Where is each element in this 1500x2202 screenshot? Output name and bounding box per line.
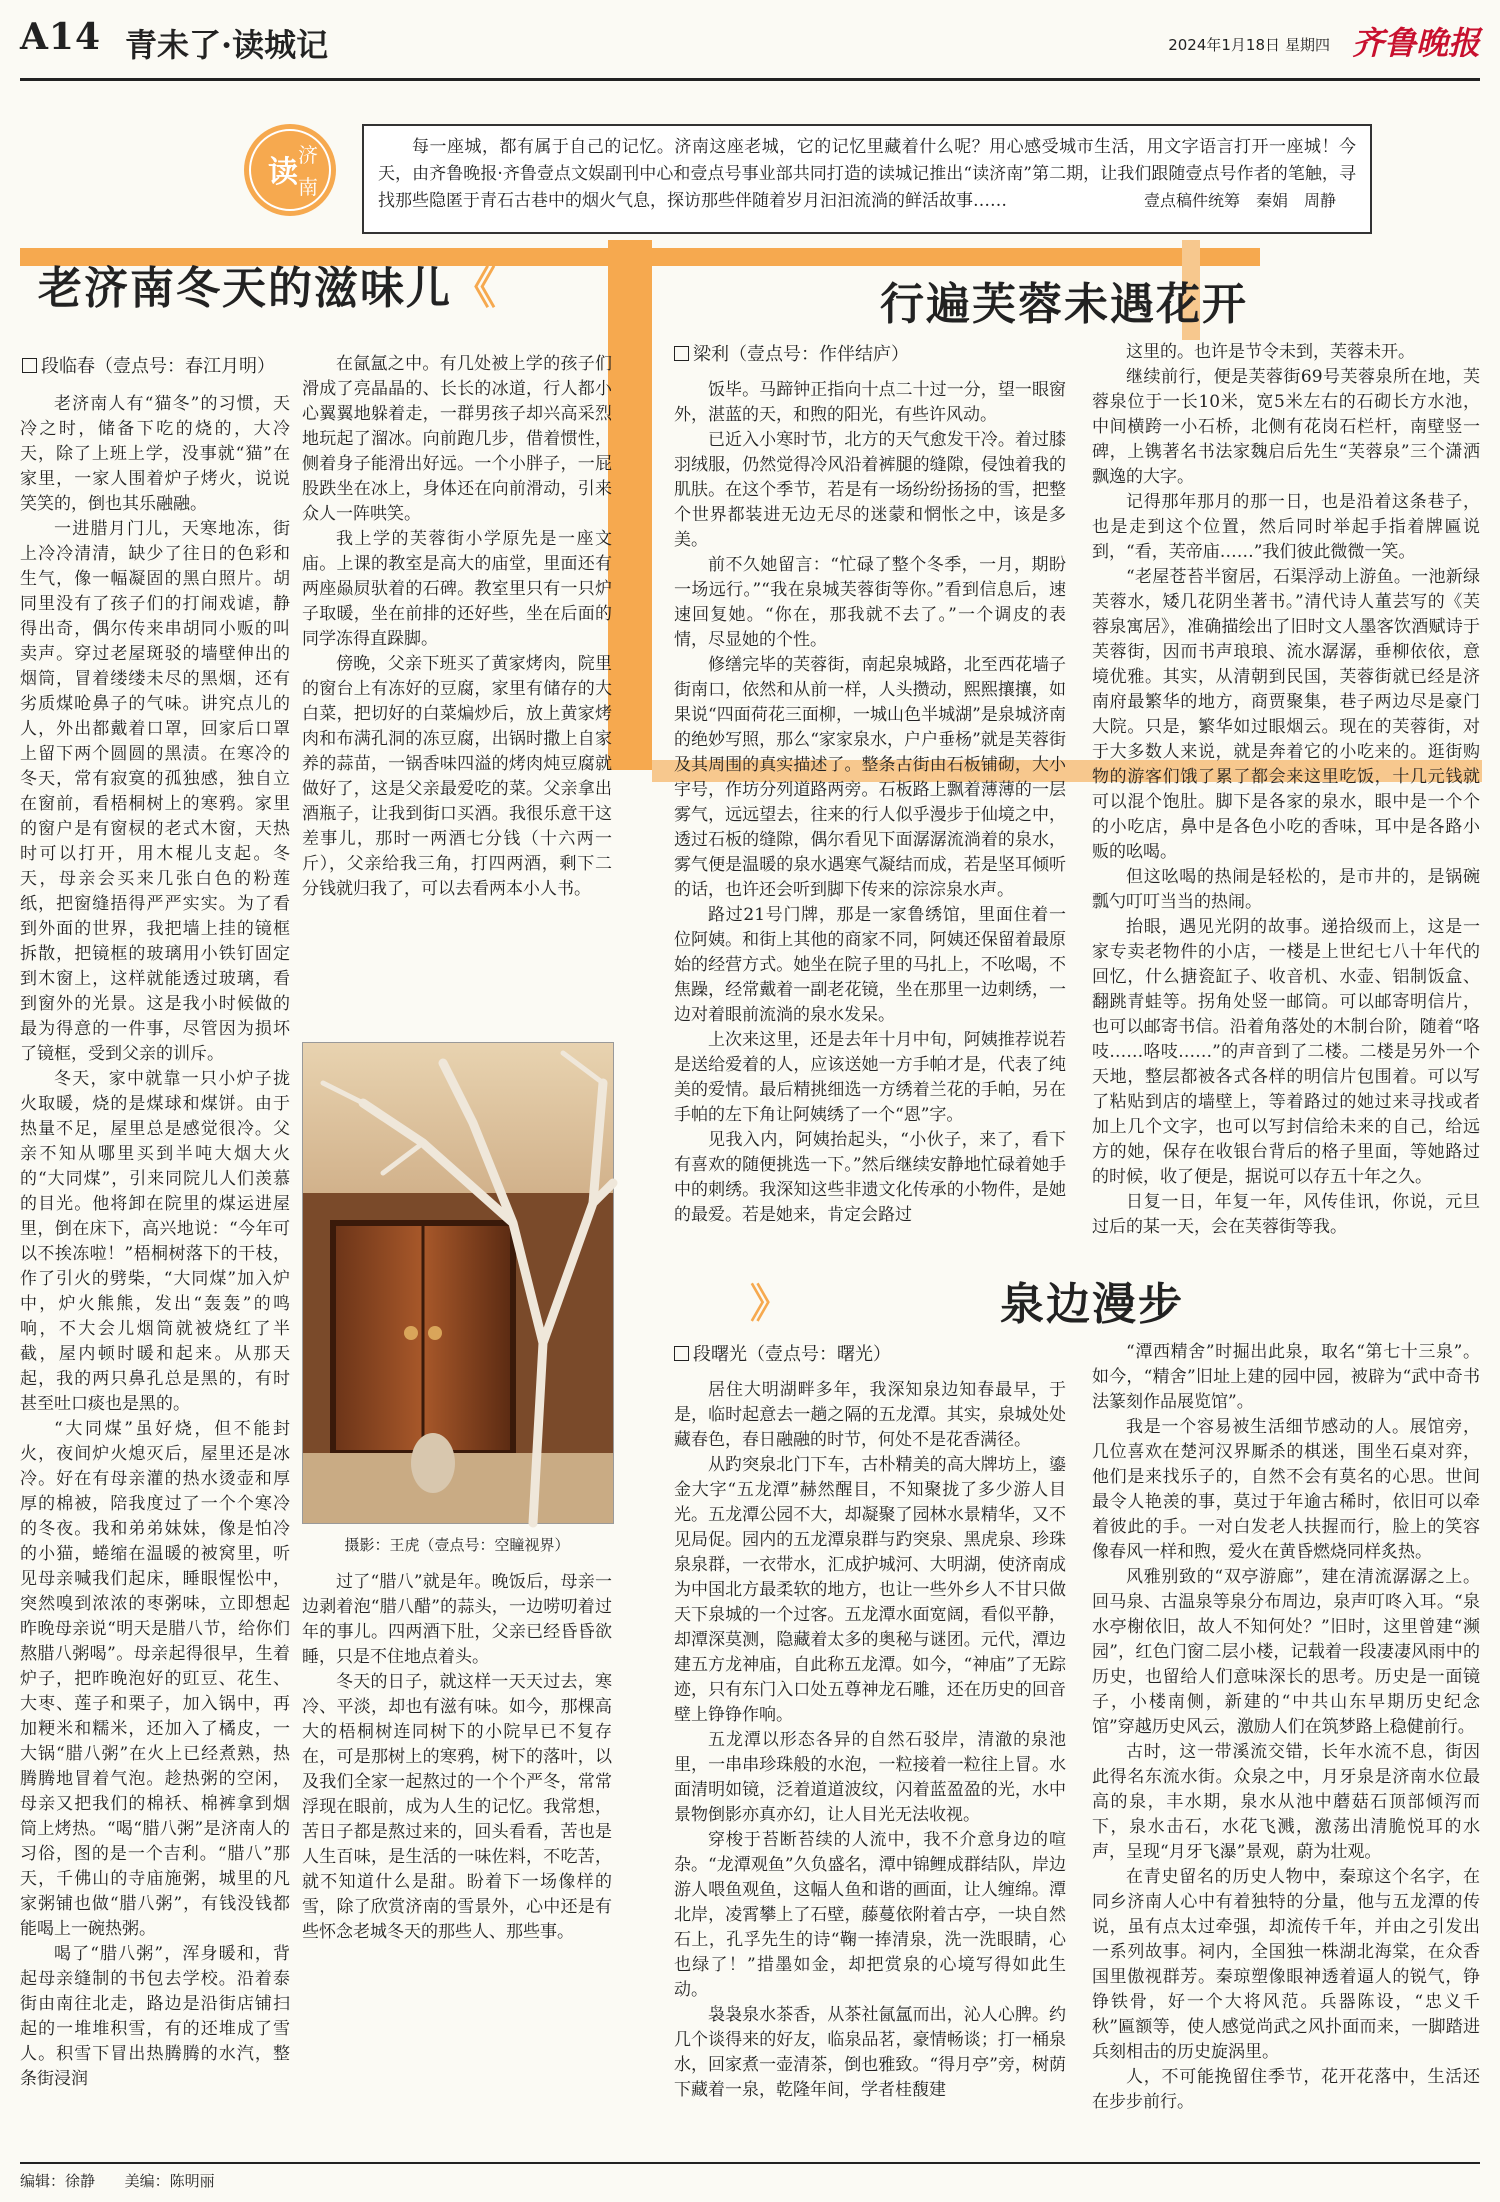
photo-image <box>303 1043 613 1523</box>
paragraph: 五龙潭以形态各异的自然石驳岸，清澈的泉池里，一串串珍珠般的水泡，一粒接着一粒往上冒。水面清明如镜，泛着道道波纹，闪着蓝盈盈的光，水中景物倒影亦真亦幻，让人目光无法收视。 <box>674 1730 1066 1825</box>
article2-byline <box>674 340 909 366</box>
paragraph: 饭毕。马蹄钟正指向十点二十过一分，望一眼窗外，湛蓝的天，和煦的阳光，有些许风动。 <box>674 380 1066 425</box>
paragraph: 古时，这一带溪流交错，长年水流不息，街因此得名东流水街。众泉之中，月牙泉是济南水位最高的泉，丰水期，泉水从池中蘑菇石顶部倾泻而下，泉水击石，水花飞溅，激荡出清脆悦耳的水声，呈现“月牙飞瀑”景观，蔚为壮观。 <box>1092 1742 1480 1862</box>
paragraph: “潭西精舍”时掘出此泉，取名“第七十三泉”。如今，“精舍”旧址上建的园中园，被辟为“武中奇书法篆刻作品展览馆”。 <box>1092 1342 1480 1412</box>
title-arrow-icon: 《 <box>452 263 498 314</box>
paragraph: 路过21号门牌，那是一家鲁绣馆，里面住着一位阿姨。和街上其他的商家不同，阿姨还保留着最原始的经营方式。她坐在院子里的马扎上，不吆喝，不焦躁，经常戴着一副老花镜，坐在那里一边刺绣，一边对着眼前流淌的泉水发呆。 <box>674 905 1066 1025</box>
paragraph: 修缮完毕的芙蓉街，南起泉城路，北至西花墙子街南口，依然和从前一样，人头攒动，熙熙攘攘，如果说“四面荷花三面柳，一城山色半城湖”是泉城济南的绝妙写照，那么“家家泉水，户户垂杨”就是芙蓉街及其周围的真实描述了。整条古街由石板铺砌，大小宇号，作坊分列道路两旁。石板路上飘着薄薄的一层雾气，远远望去，往来的行人似乎漫步于仙境之中，透过石板的缝隙，偶尔看见下面潺潺流淌着的泉水，雾气便是温暖的泉水遇寒气凝结而成，若是坚耳倾听的话，也许还会听到脚下传来的淙淙泉水声。 <box>674 655 1066 900</box>
issue-date: 2024年1月18日 <box>1168 36 1280 54</box>
decor-vertical-bar <box>608 240 652 770</box>
article3-title: 泉边漫步 <box>1000 1279 1184 1330</box>
paragraph: 风雅别致的“双亭游廊”，建在清流潺潺之上。回马泉、古温泉等泉分布周边，泉声叮咚入耳。“泉水亭榭依旧，故人不知何处？”旧时，这里曾建“濒园”，红色门窗二层小楼，记载着一段凄凄风雨中的历史，也留给人们意味深长的思考。历史是一面镜子，小楼南侧，新建的“中共山东早期历史纪念馆”穿越历史风云，激励人们在筑梦路上稳健前行。 <box>1092 1567 1480 1737</box>
photo-old-door-tree <box>302 1042 614 1524</box>
paragraph: 我是一个容易被生活细节感动的人。展馆旁，几位喜欢在楚河汉界厮杀的棋迷，围坐石桌对弈，他们是来找乐子的，自然不会有莫名的心思。世间最令人艳羡的事，莫过于年逾古稀时，依旧可以牵着彼此的手。一对白发老人扶握而行，脸上的笑容像春风一样和煦，爱火在黄昏燃烧同样炙热。 <box>1092 1417 1480 1562</box>
masthead <box>20 16 1480 81</box>
paragraph: 穿梭于苔断苔续的人流中，我不介意身边的喧杂。“龙潭观鱼”久负盛名，潭中锦鲤成群结队，岸边游人喂鱼观鱼，这幅人鱼和谐的画面，让人缠绵。潭北岸，凌霄攀上了石壁，藤蔓依附着古亭，一块自然石上，孔孚先生的诗“鞠一捧清泉，洗一洗眼睛，心也绿了！”措墨如金，却把赏泉的心境写得如此生动。 <box>674 1830 1066 2000</box>
paragraph: 一进腊月门儿，天寒地冻，街上冷冷清清，缺少了往日的色彩和生气，像一幅凝固的黑白照片。胡同里没有了孩子们的打闹戏谑，静得出奇，偶尔传来串胡同小贩的叫卖声。穿过老屋斑驳的墙壁伸出的烟筒，冒着缕缕未尽的黑烟，还有劣质煤呛鼻子的气味。讲究点儿的人，外出都戴着口罩，回家后口罩上留下两个圆圆的黑渍。在寒冷的冬天，常有寂寞的孤独感，独自立在窗前，看梧桐树上的寒鸦。家里的窗户是有窗棂的老式木窗，天热时可以打开，用木棍儿支起。冬天，母亲会买来几张白色的粉莲纸，把窗缝捂得严严实实。为了看到外面的世界，我把墙上挂的镜框拆散，把镜框的玻璃用小铁钉固定到木窗上，这样就能透过玻璃，看到窗外的光景。这是我小时候做的最为得意的一件事，尽管因为损坏了镜框，受到父亲的训斥。 <box>20 519 290 1064</box>
paragraph: 袅袅泉水茶香，从茶社氤氲而出，沁人心脾。约几个谈得来的好友，临泉品茗，豪情畅谈；打一桶泉水，回家煮一壶清茶，倒也雅致。“得月亭”旁，树荫下藏着一泉，乾隆年间，学者桂馥建 <box>674 2005 1066 2100</box>
paragraph: 见我入内，阿姨抬起头，“小伙子，来了，看下有喜欢的随便挑选一下。”然后继续安静地忙碌着她手中的刺绣。我深知这些非遗文化传承的小物件，是她的最爱。若是她来，肯定会路过 <box>674 1130 1066 1225</box>
paragraph: 继续前行，便是芙蓉街69号芙蓉泉所在地，芙蓉泉位于一长10米，宽5米左右的石砌长方水池，中间横跨一小石桥，北侧有花岗石栏杆，南壁竖一碑，上镌著名书法家魏启后先生“芙蓉泉”三个潇洒飘逸的大字。 <box>1092 367 1480 487</box>
paragraph: 这里的。也许是节令未到，芙蓉未开。 <box>1126 342 1415 362</box>
byline-box-icon <box>674 346 689 361</box>
paragraph: 已近入小寒时节，北方的天气愈发干冷。着过膝羽绒服，仍然觉得冷风沿着裤腿的缝隙，侵蚀着我的肌肤。在这个季节，若是有一场纷纷扬扬的雪，把整个世界都装进无边无尽的迷蒙和惘怅之中，该是多美。 <box>674 430 1066 550</box>
byline-box-icon <box>22 358 37 373</box>
article3-byline-text: 段曙光（壹点号：曙光） <box>693 1344 891 1365</box>
paragraph: “大同煤”虽好烧，但不能封火，夜间炉火熄灭后，屋里还是冰冷。好在有母亲灌的热水烫壶和厚厚的棉被，陪我度过了一个个寒冷的冬夜。我和弟弟妹妹，像是怕冷的小猫，蜷缩在温暖的被窝里，听见母亲喊我们起床，睡眼惺忪中，突然嗅到浓浓的枣粥味，立即想起昨晚母亲说“明天是腊八节，给你们熬腊八粥喝”。母亲起得很早，生着炉子，把昨晚泡好的豇豆、花生、大枣、莲子和栗子，加入锅中，再加粳米和糯米，还加入了橘皮，一大锅“腊八粥”在火上已经煮熟，热腾腾地冒着气泡。趁热粥的空闲，母亲又把我们的棉袄、棉裤拿到烟筒上烤热。“喝“腊八粥”是济南人的习俗，图的是一个吉利。“腊八”那天，千佛山的寺庙施粥，城里的凡家粥铺也做“腊八粥”，有钱没钱都能喝上一碗热粥。 <box>20 1419 290 1939</box>
article2-byline-text: 梁利（壹点号：作伴结庐） <box>693 344 909 365</box>
section-title: 青未了·读城记 <box>125 26 329 64</box>
paragraph: 上次来这里，还是去年十月中旬，阿姨推荐说若是送给爱着的人，应该送她一方手帕才是，代表了纯美的爱情。最后精挑细选一方绣着兰花的手帕，另在手帕的左下角让阿姨绣了一个“恩”字。 <box>674 1030 1066 1125</box>
paragraph: 老济南人有“猫冬”的习惯，天冷之时，储备下吃的烧的，大冷天，除了上班上学，没事就“猫”在家里，一家人围着炉子烤火，说说笑笑的，倒也其乐融融。 <box>20 394 290 514</box>
article3-arrow-icon: 》 <box>750 1280 790 1327</box>
paragraph: 冬天的日子，就这样一天天过去，寒冷、平淡，却也有滋有味。如今，那棵高大的梧桐树连同树下的小院早已不复存在，可是那树上的寒鸦，树下的落叶，以及我们全家一起熬过的一个个严冬，常常浮现在眼前，成为人生的记忆。我常想，苦日子都是熬过来的，回头看看，苦也是人生百味，是生活的一味佐料，不吃苦，就不知道什么是甜。盼着下一场像样的雪，除了欣赏济南的雪景外，心中还是有些怀念老城冬天的那些人、那些事。 <box>302 1672 612 1942</box>
paragraph: 日复一日，年复一年，风传佳讯，你说，元旦过后的某一天，会在芙蓉街等我。 <box>1092 1192 1480 1237</box>
paragraph: “老屋苍苔半窗居，石渠浮动上游鱼。一池新绿芙蓉水，矮几花阴坐著书。”清代诗人董芸写的《芙蓉泉寓居》，准确描绘出了旧时文人墨客饮酒赋诗于芙蓉街，因而书声琅琅、流水潺潺，垂柳依依，意境优雅。其实，从清朝到民国，芙蓉街就已经是济南府最繁华的地方，商贾聚集，巷子两边尽是豪门大院。只是，繁华如过眼烟云。现在的芙蓉街，对于大多数人来说，就是奔着它的小吃来的。逛街购物的游客们饿了累了都会来这里吃饭，十几元钱就可以混个饱肚。脚下是各家的泉水，眼中是一个个的小吃店，鼻中是各色小吃的香味，耳中是各路小贩的吆喝。 <box>1092 567 1480 862</box>
article2-column-2 <box>1092 340 1480 1237</box>
page-number: A14 <box>20 16 102 58</box>
paragraph: 冬天，家中就靠一只小炉子拢火取暖，烧的是煤球和煤饼。由于热量不足，屋里总是感觉很冷。父亲不知从哪里买到半吨大烟大火的“大同煤”，引来同院儿人们羡慕的目光。他将卸在院里的煤运进屋里，倒在床下，高兴地说：“今年可以不挨冻啦！”梧桐树落下的干枝，作了引火的劈柴，“大同煤”加入炉中，炉火熊熊，发出“轰轰”的鸣响，不大会儿烟筒就被烧红了半截，屋内顿时暖和起来。从那天起，我的两只鼻孔总是黑的，有时甚至吐口痰也是黑的。 <box>20 1069 290 1414</box>
paragraph: 抬眼，遇见光阴的故事。递拾级而上，这是一家专卖老物件的小店，一楼是上世纪七八十年代的回忆，什么搪瓷缸子、收音机、水壶、铝制饭盒、翻跳青蛙等。拐角处竖一邮筒。可以邮寄明信片，也可以邮寄书信。沿着角落处的木制台阶，随着“咯吱……咯吱……”的声音到了二楼。二楼是另外一个天地，整层都被各式各样的明信片包围着。可以写了粘贴到店的墙壁上，等着路过的她过来寻找或者加上几个文字，也可以写封信给未来的自己，给远方的她，保存在收银台背后的格子里面，等她路过的时候，收了便是，据说可以存五十年之久。 <box>1092 917 1480 1187</box>
footer-editor: 编辑：徐静 <box>20 2172 96 2190</box>
paragraph: 在青史留名的历史人物中，秦琼这个名字，在同乡济南人心中有着独特的分量，他与五龙潭的传说，虽有点太过牵强，却流传千年，并由之引发出一系列故事。祠内，全国独一株湖北海棠，在众香国里傲视群芳。秦琼塑像眼神透着逼人的锐气，铮铮铁骨，好一个大将风范。兵器陈设，“忠义千秋”匾额等，使人感觉尚武之风扑面而来，一脚踏进兵刻相击的历史旋涡里。 <box>1092 1867 1480 2062</box>
paragraph: 从趵突泉北门下车，古朴精美的高大牌坊上，鎏金大字“五龙潭”赫然醒目，不知聚拢了多少游人目光。五龙潭公园不大，却凝聚了园林水景精华，又不见局促。园内的五龙潭泉群与趵突泉、黑虎泉、珍珠泉泉群，一衣带水，汇成护城河、大明湖，使济南成为中国北方最柔软的地方，也让一些外乡人不甘只做天下泉城的一个过客。五龙潭水面宽阔，看似平静，却潭深莫测，隐藏着太多的奥秘与谜团。元代，潭边建五方龙神庙，自此称五龙潭。如今，“神庙”了无踪迹，只有东门入口处五尊神龙石雕，还在历史的回音壁上铮铮作响。 <box>674 1455 1066 1725</box>
paragraph: 在氤氲之中。有几处被上学的孩子们滑成了亮晶晶的、长长的冰道，行人都小心翼翼地躲着走，一群男孩子却兴高采烈地玩起了溜冰。向前跑几步，借着惯性，侧着身子能滑出好远。一个小胖子，一屁股跌坐在冰上，身体还在向前滑动，引来众人一阵哄笑。 <box>302 354 612 524</box>
article1-byline <box>22 352 275 378</box>
badge-char-read: 读 <box>268 155 298 190</box>
paragraph: 人，不可能挽留住季节，花开花落中，生活还在步步前行。 <box>1092 2067 1480 2112</box>
article1-column-2-lower <box>302 1570 612 2157</box>
article1-byline-text: 段临春（壹点号：春江月明） <box>41 356 275 377</box>
article1-column-1 <box>20 392 290 2157</box>
page-footer <box>20 2162 1480 2191</box>
paragraph: 前不久她留言：“忙碌了整个冬季，一月，期盼一场远行。”“我在泉城芙蓉街等你。”看到信息后，速速回复她。“你在，那我就不去了。”一个调皮的表情，尽显她的个性。 <box>674 555 1066 650</box>
article1-title <box>38 252 498 316</box>
paragraph: 居住大明湖畔多年，我深知泉边知春最早，于是，临时起意去一趟之隔的五龙潭。其实，泉城处处藏春色，春日融融的时节，何处不是花香满径。 <box>674 1380 1066 1450</box>
photo-caption: 摄影：王虎（壹点号：空瞳视界） <box>344 1536 570 1554</box>
issue-weekday: 星期四 <box>1284 36 1330 54</box>
intro-box <box>362 124 1372 234</box>
badge-char-ji: 济 <box>298 143 318 167</box>
newspaper-logo: 齐鲁晚报 <box>1351 24 1480 62</box>
paragraph: 傍晚，父亲下班买了黄家烤肉，院里的窗台上有冻好的豆腐，家里有储存的大白菜，把切好的白菜煸炒后，放上黄家烤肉和布满孔洞的冻豆腐，出锅时撒上自家养的蒜苗，一锅香味四溢的烤肉炖豆腐就做好了，这是父亲最爱吃的菜。父亲拿出酒瓶子，让我到街口买酒。我很乐意干这差事儿，那时一两酒七分钱（十六两一斤），父亲给我三角，打四两酒，剩下二分钱就归我了，可以去看两本小人书。 <box>302 654 612 899</box>
paragraph: 喝了“腊八粥”，浑身暖和，背起母亲缝制的书包去学校。沿着泰街由南往北走，路边是沿街店铺扫起的一堆堆积雪，有的还堆成了雪人。积雪下冒出热腾腾的水汽，整条街浸润 <box>20 1944 290 2089</box>
intro-credit: 壹点稿件统筹 秦娟 周静 <box>1143 191 1336 210</box>
badge-char-nan: 南 <box>298 175 318 199</box>
paragraph: 记得那年那月的那一日，也是沿着这条巷子，也是走到这个位置，然后同时举起手指着牌匾说到，“看，芙帝庙……”我们彼此微微一笑。 <box>1092 492 1480 562</box>
article3-column-1 <box>674 1378 1066 2157</box>
paragraph: 我上学的芙蓉街小学原先是一座文庙。上课的教室是高大的庙堂，里面还有两座赑屃驮着的石碑。教室里只有一只炉子取暖，坐在前排的还好些，坐在后面的同学冻得直跺脚。 <box>302 529 612 649</box>
article1-title-text: 老济南冬天的滋味儿 <box>38 263 452 314</box>
byline-box-icon <box>674 1346 689 1361</box>
paragraph: 但这吆喝的热闹是轻松的，是市井的，是锅碗瓢勺叮叮当当的热闹。 <box>1092 867 1480 912</box>
intro-text: 每一座城，都有属于自己的记忆。济南这座老城，它的记忆里藏着什么呢？用心感受城市生活，用文字语言打开一座城！今天，由齐鲁晚报·齐鲁壹点文娱副刊中心和壹点号事业部共同打造的读城记推出“读济南”第二期，让我们跟随壹点号作者的笔触，寻找那些隐匿于青石古巷中的烟火气息，探访那些伴随着岁月汩汩流淌的鲜活故事…… <box>378 137 1356 211</box>
article2-title: 行遍芙蓉未遇花开 <box>880 279 1248 330</box>
footer-designer: 美编：陈明丽 <box>124 2172 215 2190</box>
paragraph: 过了“腊八”就是年。晚饭后，母亲一边剥着泡“腊八醋”的蒜头，一边唠叨着过年的事儿。四两酒下肚，父亲已经昏昏欲睡，只是不住地点着头。 <box>302 1572 612 1667</box>
read-jinan-badge-icon <box>240 120 340 220</box>
article3-byline <box>674 1340 891 1366</box>
article2-column-1 <box>674 378 1066 1225</box>
article1-column-2 <box>302 352 612 1032</box>
article3-column-2 <box>1092 1340 1480 2157</box>
